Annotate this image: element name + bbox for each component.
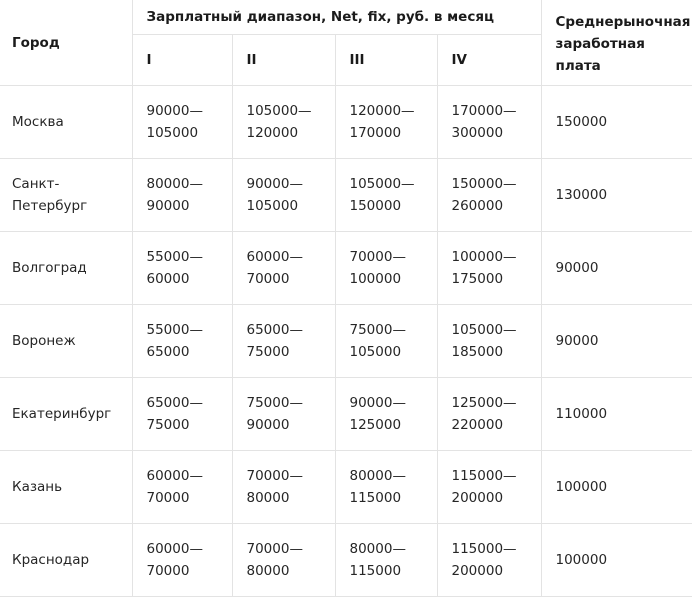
range-4-cell: 125000— 220000 <box>437 378 541 451</box>
table-row <box>0 451 692 524</box>
range-2-cell: 75000— 90000 <box>232 378 335 451</box>
range-4-cell: 100000— 175000 <box>437 232 541 305</box>
range-3-cell: 120000— 170000 <box>335 86 437 159</box>
city-column-header: Город <box>0 0 132 86</box>
table-row <box>0 524 692 597</box>
city-cell: Екатеринбург <box>0 378 132 451</box>
range-2-cell: 70000— 80000 <box>232 524 335 597</box>
average-salary-cell: 90000 <box>541 232 692 305</box>
range-2-cell: 70000— 80000 <box>232 451 335 524</box>
range-1-cell: 60000— 70000 <box>132 524 232 597</box>
city-cell: Москва <box>0 86 132 159</box>
range-1-cell: 80000— 90000 <box>132 159 232 232</box>
range-1-cell: 55000— 65000 <box>132 305 232 378</box>
range-2-cell: 90000— 105000 <box>232 159 335 232</box>
table-body <box>0 86 692 597</box>
table-row <box>0 86 692 159</box>
range-1-cell: 60000— 70000 <box>132 451 232 524</box>
range-3-cell: 105000— 150000 <box>335 159 437 232</box>
average-salary-cell: 110000 <box>541 378 692 451</box>
table-row <box>0 305 692 378</box>
average-salary-cell: 150000 <box>541 86 692 159</box>
range-header-2: II <box>232 35 335 86</box>
range-header-1: I <box>132 35 232 86</box>
average-salary-column-header: Среднерыночная заработная плата <box>541 0 692 86</box>
range-4-cell: 115000— 200000 <box>437 451 541 524</box>
range-3-cell: 80000— 115000 <box>335 524 437 597</box>
table-row <box>0 232 692 305</box>
salary-range-group-header: Зарплатный диапазон, Net, fix, руб. в месяц <box>132 0 541 35</box>
city-cell: Санкт-Петербург <box>0 159 132 232</box>
range-4-cell: 115000— 200000 <box>437 524 541 597</box>
range-header-3: III <box>335 35 437 86</box>
range-3-cell: 75000— 105000 <box>335 305 437 378</box>
range-4-cell: 170000— 300000 <box>437 86 541 159</box>
city-cell: Казань <box>0 451 132 524</box>
city-cell: Краснодар <box>0 524 132 597</box>
header-row-top <box>0 0 692 35</box>
average-salary-cell: 90000 <box>541 305 692 378</box>
table-header <box>0 0 692 86</box>
range-1-cell: 55000— 60000 <box>132 232 232 305</box>
range-3-cell: 80000— 115000 <box>335 451 437 524</box>
range-4-cell: 150000— 260000 <box>437 159 541 232</box>
range-2-cell: 65000— 75000 <box>232 305 335 378</box>
range-2-cell: 105000— 120000 <box>232 86 335 159</box>
range-header-4: IV <box>437 35 541 86</box>
table-row <box>0 159 692 232</box>
range-3-cell: 70000— 100000 <box>335 232 437 305</box>
range-2-cell: 60000— 70000 <box>232 232 335 305</box>
range-1-cell: 90000— 105000 <box>132 86 232 159</box>
average-salary-cell: 100000 <box>541 451 692 524</box>
city-cell: Воронеж <box>0 305 132 378</box>
average-salary-cell: 100000 <box>541 524 692 597</box>
average-salary-cell: 130000 <box>541 159 692 232</box>
table-row <box>0 378 692 451</box>
range-3-cell: 90000— 125000 <box>335 378 437 451</box>
range-4-cell: 105000— 185000 <box>437 305 541 378</box>
range-1-cell: 65000— 75000 <box>132 378 232 451</box>
city-cell: Волгоград <box>0 232 132 305</box>
